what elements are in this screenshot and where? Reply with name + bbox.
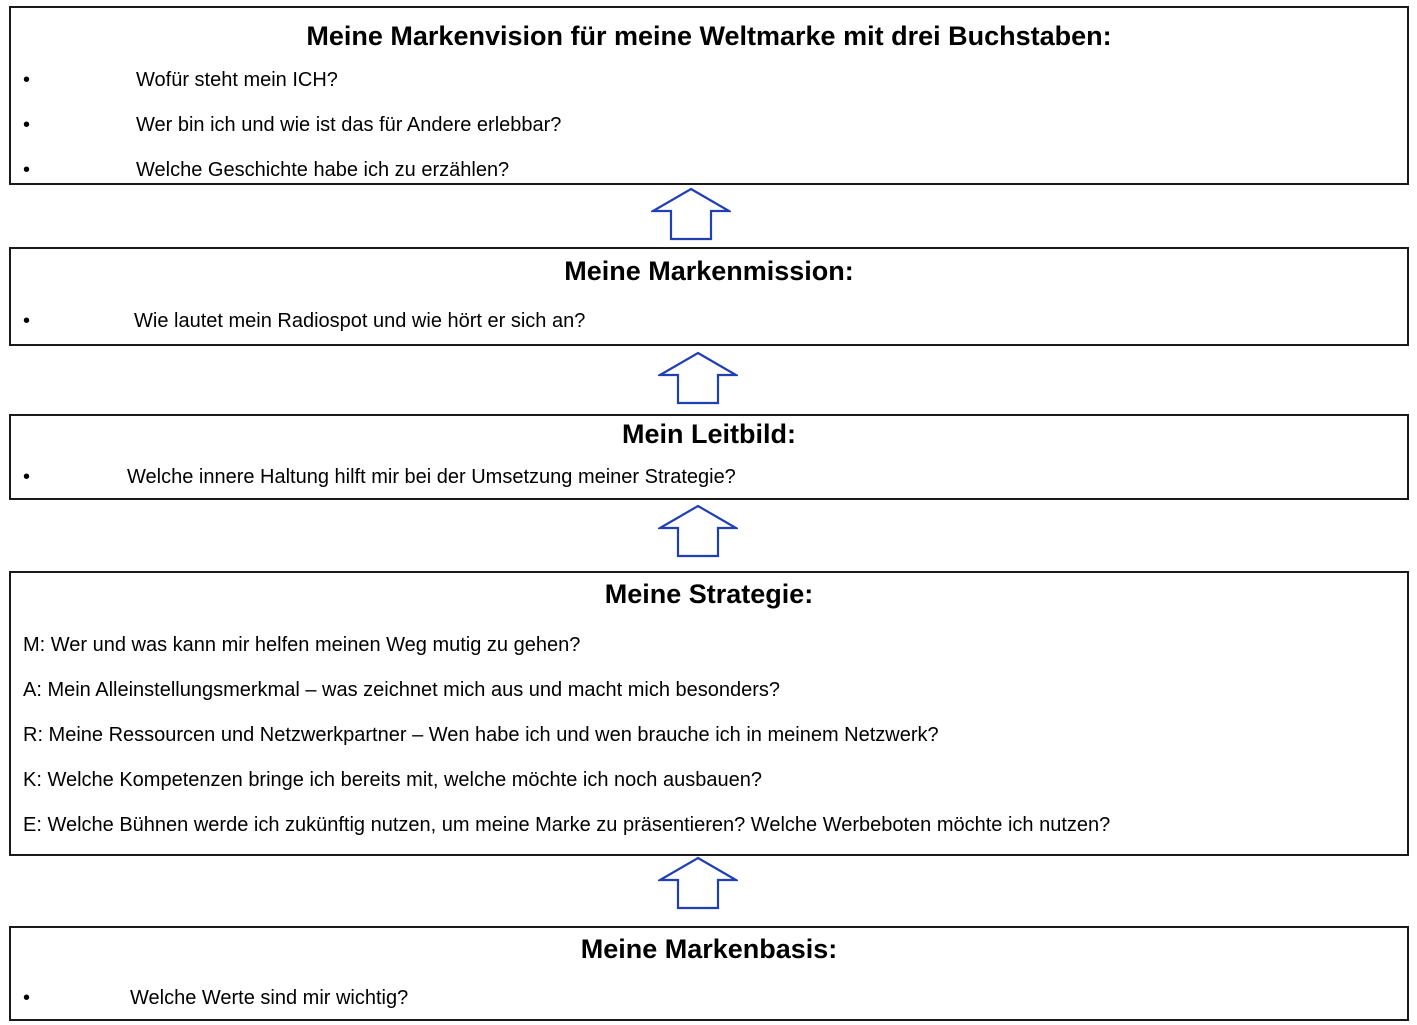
strategie-line-e: E: Welche Bühnen werde ich zukünftig nutzen, um meine Marke zu präsentieren? Welche Werbeboten möchte ich nutzen? xyxy=(23,814,1111,836)
box-leitbild xyxy=(9,414,1409,500)
strategie-line-m: M: Wer und was kann mir helfen meinen Weg mutig zu gehen? xyxy=(23,634,581,656)
vision-item-1: Wofür steht mein ICH? xyxy=(136,69,338,91)
strategie-line-a: A: Mein Alleinstellungsmerkmal – was zeichnet mich aus und macht mich besonders? xyxy=(23,679,781,701)
up-arrow-icon xyxy=(658,504,738,558)
box-markenbasis-title: Meine Markenbasis: xyxy=(580,934,838,964)
bullet-icon: • xyxy=(23,69,31,91)
bullet-icon: • xyxy=(23,159,31,181)
bullet-icon: • xyxy=(23,466,31,488)
bullet-icon: • xyxy=(23,310,31,332)
vision-item-3: Welche Geschichte habe ich zu erzählen? xyxy=(136,159,510,181)
box-markenmission xyxy=(9,247,1409,346)
basis-item-1: Welche Werte sind mir wichtig? xyxy=(130,987,409,1009)
vision-item-2: Wer bin ich und wie ist das für Andere erlebbar? xyxy=(136,114,562,136)
box-markenvision-title: Meine Markenvision für meine Weltmarke mit drei Buchstaben: xyxy=(306,21,1112,51)
strategie-line-r: R: Meine Ressourcen und Netzwerkpartner – Wen habe ich und wen brauche ich in meinem Netzwerk? xyxy=(23,724,939,746)
box-markenmission-title: Meine Markenmission: xyxy=(564,256,854,286)
bullet-icon: • xyxy=(23,114,31,136)
box-markenvision xyxy=(9,6,1409,185)
up-arrow-icon xyxy=(658,351,738,405)
up-arrow-icon xyxy=(651,187,731,241)
box-markenbasis xyxy=(9,926,1409,1021)
up-arrow-icon xyxy=(658,856,738,910)
box-strategie xyxy=(9,571,1409,856)
strategie-line-k: K: Welche Kompetenzen bringe ich bereits mit, welche möchte ich noch ausbauen? xyxy=(23,769,762,791)
box-strategie-title: Meine Strategie: xyxy=(604,579,814,609)
box-leitbild-title: Mein Leitbild: xyxy=(622,419,796,449)
mission-item-1: Wie lautet mein Radiospot und wie hört er sich an? xyxy=(134,310,586,332)
bullet-icon: • xyxy=(23,987,31,1009)
leitbild-item-1: Welche innere Haltung hilft mir bei der Umsetzung meiner Strategie? xyxy=(127,466,736,488)
